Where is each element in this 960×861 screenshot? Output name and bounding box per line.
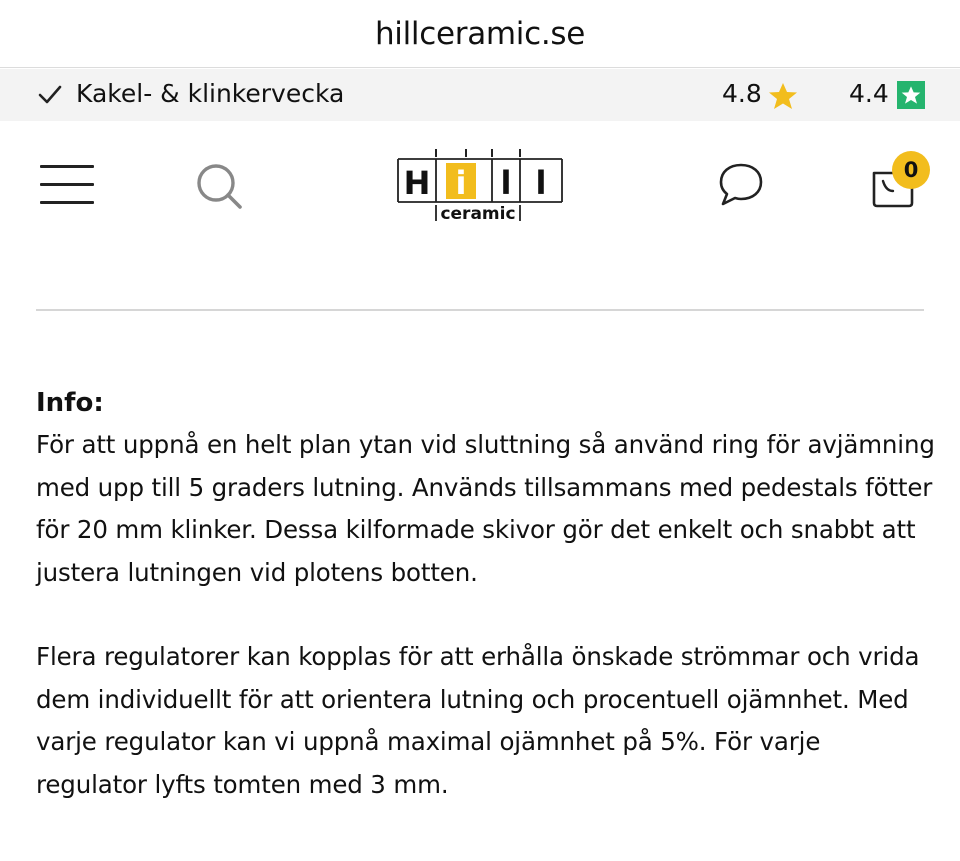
info-heading: Info: [36,388,104,418]
info-paragraph-2: Flera regulatorer kan kopplas för att erhålla önskade strömmar och vrida dem individuellt för att orientera lutning och procentuell ojämnhet. Med varje regulator kan vi uppnå maximal ojämnhet på 5%. För varje regulator lyfts tomten med 3 mm. [36,642,920,799]
divider [36,309,924,311]
logo-letter-l2: l [535,164,547,202]
logo-letter-l1: l [500,164,512,202]
star-icon [768,82,798,110]
site-header [0,121,960,251]
promo-text[interactable]: Kakel- & klinkervecka [76,79,345,108]
url-text[interactable]: hillceramic.se [374,15,586,52]
checkmark-icon [36,81,64,109]
cart-button[interactable] [866,151,936,211]
promo-bar [0,69,960,121]
logo-subtitle: ceramic [440,204,516,224]
cart-count-badge: 0 [892,151,930,189]
info-paragraph-1: För att uppnå en helt plan ytan vid sluttning så använd ring för avjämning med upp till 5 graders lutning. Används tillsammans med pedestals fötter för 20 mm klinker. Dessa kilformade skivor gör det enkelt och snabbt att justera lutningen vid plotens botten. [36,430,935,587]
logo-letter-h: H [403,164,431,202]
product-info [36,382,936,806]
logo-letter-i: i [455,164,467,202]
trustpilot-rating[interactable]: 4.4 [849,79,889,108]
chat-icon[interactable] [716,161,766,207]
browser-address-bar[interactable] [0,0,960,68]
menu-icon[interactable] [40,165,94,205]
trustpilot-star-icon [897,81,925,109]
hill-ceramic-logo[interactable] [396,145,564,225]
google-rating[interactable]: 4.8 [722,79,762,108]
search-icon[interactable] [194,161,244,211]
